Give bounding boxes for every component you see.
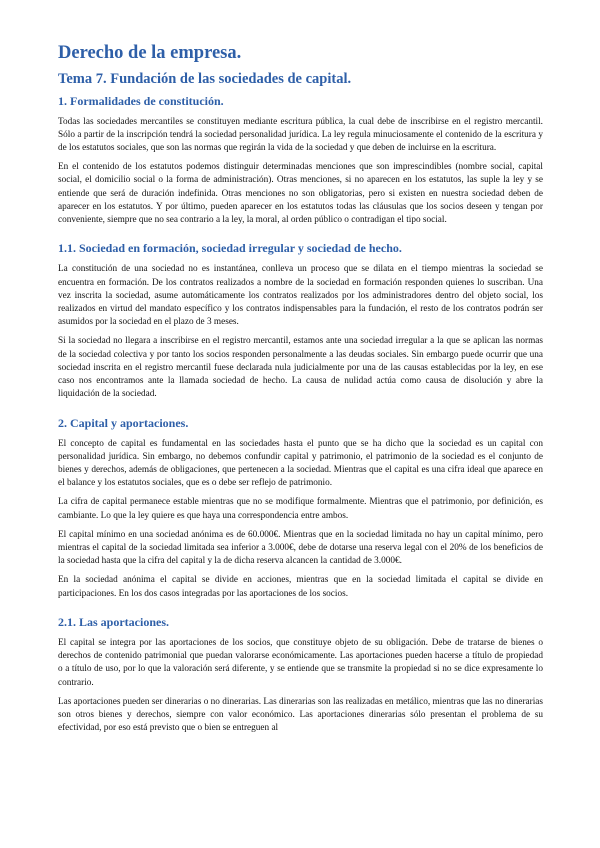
section-heading: 2. Capital y aportaciones. bbox=[58, 415, 189, 430]
paragraph: En la sociedad anónima el capital se divide en acciones, mientras que en la sociedad limitada el capital se divide en participaciones. En los dos casos integradas por las aportaciones de los socios. bbox=[58, 575, 543, 599]
topic-subtitle: Tema 7. Fundación de las sociedades de capital. bbox=[58, 71, 352, 88]
paragraph: El capital mínimo en una sociedad anónima es de 60.000€. Mientras que en la sociedad limitada no hay un capital mínimo, pero mientras el capital de la sociedad limitada sea inferior a 3.000€, debe de dotarse una reserva legal con el 20% de los beneficios de la sociedad hasta que la cifra del capital y la de dicha reserva alcancen la cantidad de 3.000€. bbox=[58, 529, 543, 567]
paragraph: En el contenido de los estatutos podemos distinguir determinadas menciones que son imprescindibles (nombre social, capital social, el domicilio social o la forma de administración). Otras menciones, si no aparecen en los estatutos, las suple la ley y se entiende que será de duración indefinida. Otras menciones no son obligatorias, pero si existen en nuestra sociedad deben de aparecer en los estatutos. Y por último, pueden aparecer en los estatutos todas las cláusulas que los socios deseen y tengan por conveniente, siempre que no sea contrario a la ley, la moral, al orden público o contradigan el tipo social. bbox=[58, 162, 543, 226]
section-heading: 1. Formalidades de constitución. bbox=[58, 93, 224, 108]
paragraph: La constitución de una sociedad no es instantánea, conlleva un proceso que se dilata en el tiempo mientras la sociedad se encuentra en formación. De los contratos realizados a nombre de la sociedad en formación responden quienes lo suscriban. Una vez inscrita la sociedad, asume automáticamente los contratos realizados por los administradores dentro del objeto social, los realizados en virtud del mandato específico y los contratos indispensables para la fundación, el resto de los contratos podrán ser asumidos por la sociedad en el plazo de 3 meses. bbox=[58, 264, 543, 328]
section-heading: 1.1. Sociedad en formación, sociedad irregular y sociedad de hecho. bbox=[58, 241, 402, 256]
paragraph: Si la sociedad no llegara a inscribirse en el registro mercantil, estamos ante una sociedad irregular a la que se aplican las normas de la sociedad colectiva y por tanto los socios responden personalmente a las deudas sociales. Sin embargo puede ocurrir que una sociedad inscrita en el registro mercantil fuese declarada nula judicialmente por una de las causas establecidas por la ley, en ese caso nos encontramos ante la llamada sociedad de hecho. La causa de nulidad actúa como causa de disolución y abre la liquidación de la sociedad. bbox=[58, 336, 543, 400]
paragraph: El concepto de capital es fundamental en las sociedades hasta el punto que se ha dicho que la sociedad es un capital con personalidad jurídica. Sin embargo, no debemos confundir capital y patrimonio, el patrimonio de la sociedad es el conjunto de bienes y derechos, además de obligaciones, que pertenecen a la sociedad. Mientras que el capital es una cifra ideal que aparece en el balance y los estatutos sociales, que es o debe ser reflejo de patrimonio. bbox=[58, 438, 543, 489]
paragraph: El capital se integra por las aportaciones de los socios, que constituye objeto de su obligación. Debe de tratarse de bienes o derechos de contenido patrimonial que puedan valorarse económicamente. Las aportaciones pueden hacerse a título de propiedad o a título de uso, por lo que la valoración será diferente, y se entiende que se transmite la propiedad si no se dice expresamente lo contrario. bbox=[58, 637, 543, 688]
paragraph: Todas las sociedades mercantiles se constituyen mediante escritura pública, la cual debe de inscribirse en el registro mercantil. Sólo a partir de la inscripción tendrá la sociedad personalidad jurídica. La ley regula minuciosamente el contenido de la escritura y de los estatutos sociales, que son las normas que regirán la vida de la sociedad y que deben de incluirse en la escritura. bbox=[58, 116, 543, 154]
section-heading: 2.1. Las aportaciones. bbox=[58, 614, 169, 629]
paragraph: Las aportaciones pueden ser dinerarias o no dinerarias. Las dinerarias son las realizadas en metálico, mientras que las no dinerarias son otros bienes y derechos, siempre con valor económico. Las aportaciones dinerarias sólo presentan el problema de su efectividad, por eso está previsto que o bien se entreguen al bbox=[58, 696, 543, 734]
paragraph: La cifra de capital permanece estable mientras que no se modifique formalmente. Mientras que el patrimonio, por definición, es cambiante. Lo que la ley quiere es que haya una correspondencia entre ambos. bbox=[58, 497, 543, 521]
document-title: Derecho de la empresa. bbox=[58, 43, 242, 63]
